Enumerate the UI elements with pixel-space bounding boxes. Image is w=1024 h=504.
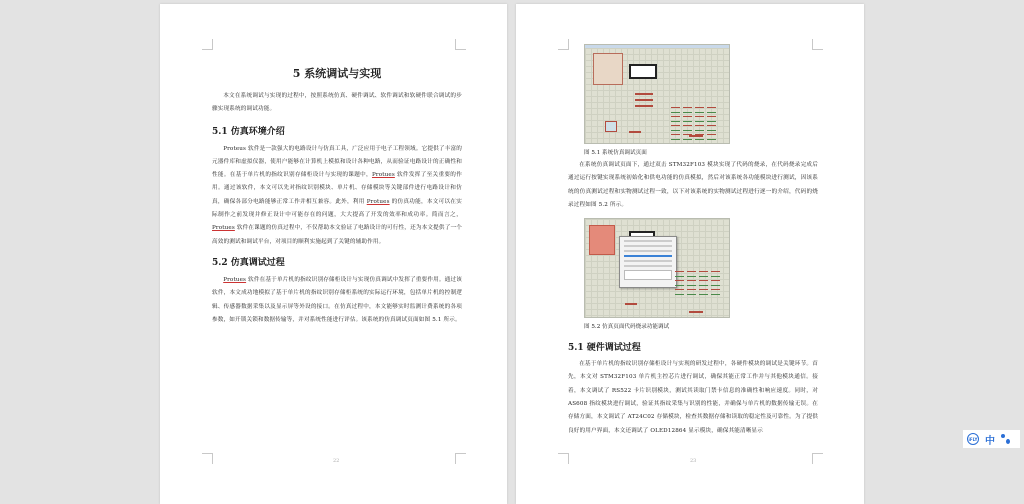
resistor xyxy=(629,131,641,133)
mcu-chip xyxy=(593,53,623,85)
section-5-1-paragraph xyxy=(212,143,462,249)
section-5-2-paragraph xyxy=(212,274,462,327)
text-run: 软件发挥了至关重要的作用。通过该软件，本文可以先对指纹识别模块、单片机、存储模块等关键部件进行电路设计和仿真，确保各部分电路能够正常工作并相互兼容。此外，利用 xyxy=(212,172,462,205)
ime-language-toggle[interactable]: 中 xyxy=(985,435,995,447)
buzzer-component xyxy=(605,121,617,132)
section-heading-5-1: 5.1 仿真环境介绍 xyxy=(212,126,285,137)
section-heading-hardware-debug: 5.1 硬件调试过程 xyxy=(568,343,641,354)
text-run: 软件在基于单片机的指纹识别存储柜设计与实现仿真调试中发挥了重要作用。通过该软件，本文成功地模拟了基于单片机的指纹识别存储柜系统的实际运行环境，包括单片机的控制逻辑、传感器数据采集以及显示屏等外设的接口。在仿真过程中，本文能够实时监测计费系统的各项参数，如开锁关锁和数据传输等，并对系统性能进行评估。该系统的仿真调试页面如图 5.1 所示。 xyxy=(212,276,462,323)
page-number: 22 xyxy=(333,458,340,464)
figure-5-1-caption: 图 5.1 系统仿真调试页面 xyxy=(584,150,647,156)
resistor xyxy=(635,93,653,95)
figure-5-2-code-burning-screenshot[interactable] xyxy=(584,218,730,318)
chapter-intro: 本文在系统调试与实现的过程中，按照系统仿真、硬件调试、软件调试和软硬件联合调试的步骤实现系统的调试功能。 xyxy=(212,93,462,113)
margin-mark-top-right xyxy=(455,39,466,50)
program-file-dialog[interactable] xyxy=(619,236,677,288)
page-content xyxy=(568,44,818,438)
ime-toolbar[interactable] xyxy=(963,430,1020,448)
label xyxy=(625,303,637,305)
figure-5-2-caption: 图 5.2 仿真页面代码烧录功能调试 xyxy=(584,324,670,331)
document-page-23 xyxy=(516,4,864,504)
label xyxy=(689,135,703,137)
spellcheck-word[interactable]: Protues xyxy=(212,225,235,232)
hardware-debug-paragraph: 在基于单片机的指纹识别存储柜设计与实现的研发过程中，各硬件模块的调试是关键环节。首先，本文对 STM32F103 单片机主控芯片进行调试，确保其能正常工作并与其他模块通信。接着，本文调试了 RS522 卡片识别模块，测试其读取门禁卡信息的准确性和响应速度。同时，对 AS608 指纹模块进行调试，验证其指纹采集与识别的性能，并确保与单片机的数据传输无误。在存储方面，本文调试了 AT24C02 存储模块，检查其数据存储和读取的稳定性及可靠性。为了提供良好的用户界面，本文还调试了 OLED12864 显示模块，确保其能清晰显示 xyxy=(568,361,818,434)
lcd-display-component xyxy=(629,64,657,79)
resistor xyxy=(635,105,653,107)
figure-5-1-description: 在系统仿真调试页面下，通过双击 STM32F103 模块实现了代码的烧录，在代码烧录完成后通过运行按键实现系统初始化和供电功能的仿真模拟，然后对该系统各功能模块进行测试，因该系统的仿真测试过程和实物测试过程一致，以下对该系统的实物测试过程进行逐一的介绍，代码的烧录过程如图 5.2 所示。 xyxy=(568,162,818,208)
margin-mark-bottom-right xyxy=(812,453,823,464)
margin-mark-bottom-right xyxy=(455,453,466,464)
margin-mark-bottom-left xyxy=(202,453,213,464)
spellcheck-word[interactable]: Protues xyxy=(223,276,247,283)
text-run: Proteus 软件是一款强大的电路设计与仿真工具，广泛应用于电子工程领域。它提供了丰富的元器件库和虚拟仪器，使用户能够在计算机上模拟和设计各种电路，从而验证电路设计的正确性和性能。在基于单片机的指纹识别存储柜设计与实现的课题中， xyxy=(212,145,462,179)
page-number: 23 xyxy=(690,458,697,464)
text-run: 的仿真功能，本文可以在实际制作之前发现并修正设计中可能存在的问题，大大提高了开发的效率和成功率。简而言之， xyxy=(212,198,462,219)
mcu-chip xyxy=(589,225,615,255)
spellcheck-word[interactable]: Protues xyxy=(366,198,390,205)
chapter-title: 5 系统调试与实现 xyxy=(292,67,382,80)
page-content xyxy=(212,67,462,327)
ime-logo-icon[interactable]: iFLY xyxy=(967,433,979,445)
label xyxy=(689,311,703,313)
section-heading-5-2: 5.2 仿真调试过程 xyxy=(212,257,285,268)
keypad-matrix xyxy=(675,271,720,295)
text-run: 软件在课题的仿真过程中，不仅帮助本文验证了电路设计的可行性，还为本文提供了一个高效的测试和调试平台，对项目的顺利实施起到了关键的辅助作用。 xyxy=(212,225,462,245)
document-page-22 xyxy=(160,4,507,504)
figure-5-1-circuit-screenshot[interactable] xyxy=(584,44,730,144)
resistor xyxy=(635,99,653,101)
spellcheck-word[interactable]: Protues xyxy=(371,172,395,179)
punctuation-mode-icon[interactable] xyxy=(1001,434,1011,444)
margin-mark-bottom-left xyxy=(558,453,569,464)
margin-mark-top-left xyxy=(202,39,213,50)
